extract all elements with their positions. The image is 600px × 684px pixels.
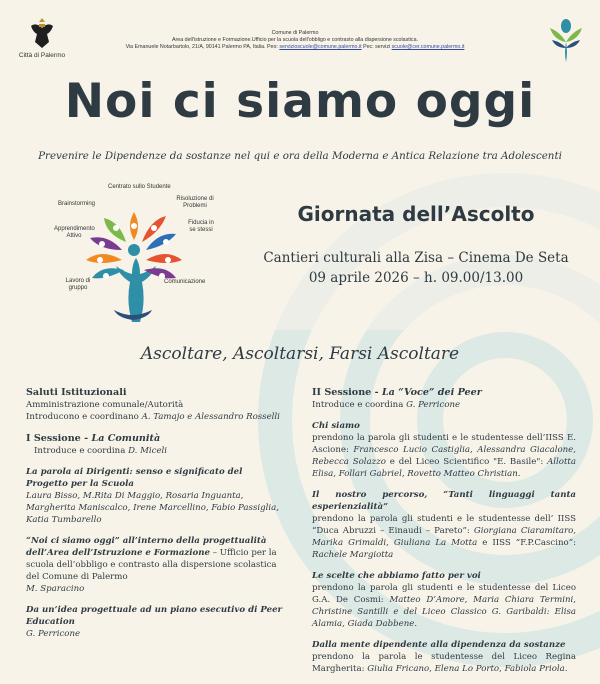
event-title: Giornata dell’Ascolto xyxy=(297,202,535,226)
label-risoluzione-problemi: Risoluzione di Problemi xyxy=(176,196,214,209)
label-apprendimento-attivo: Apprendimento Attivo xyxy=(54,226,95,239)
event-date: 09 aprile 2026 – h. 09.00/13.00 xyxy=(308,270,524,286)
percorso-names-1: Giorgiana Ciaramitaro, Marika Grimaldi, Giuliana La Motta xyxy=(312,526,576,548)
program-right-column xyxy=(312,386,576,684)
percorso-text xyxy=(312,513,576,561)
dirigenti-block xyxy=(26,466,286,526)
mente-dipendente-heading: Dalla mente dipendente alla dipendenza da sostanze xyxy=(312,640,566,650)
program-left-column xyxy=(26,386,286,649)
mente-dipendente-block xyxy=(312,639,576,675)
saluti-coord-names: A. Tamajo e Alessandro Rosselli xyxy=(141,412,280,422)
label-comunicazione: Comunicazione xyxy=(164,279,206,285)
session-2-coord xyxy=(312,399,576,411)
saluti-heading: Saluti Istituzionali xyxy=(26,387,127,398)
percorso-intro: prendono la parola gli studenti e le studentesse dell’ IISS “Duca Abruzzi – Einaudi – Pareto”: xyxy=(312,514,576,536)
issuer-line-3 xyxy=(90,44,500,51)
label-brainstorming: Brainstorming xyxy=(58,201,96,207)
mente-dipendente-intro: prendono la parola le studentesse del Liceo Regina Margherita: xyxy=(312,652,576,674)
pec-email-link[interactable]: scuole@cer.comune.palermo.it xyxy=(391,44,465,50)
chi-siamo-mid: e del Liceo Scientifico "E. Basile": xyxy=(385,457,548,467)
city-name: Città di Palermo xyxy=(18,52,66,59)
event-motto: Ascoltare, Ascoltarsi, Farsi Ascoltare xyxy=(140,344,460,364)
issuer-pec-label: Pec: servizi xyxy=(361,44,392,50)
session-2-prefix: II Sessione - xyxy=(312,387,382,398)
issuer-info xyxy=(90,30,500,51)
skills-tree-diagram xyxy=(54,182,214,327)
scelte-heading: Le scelte che abbiamo fatto per voi xyxy=(312,571,481,581)
mente-dipendente-names: Giulia Fricano, Elena Lo Porto, Fabiola Priola. xyxy=(367,664,568,674)
session-1-coord-prefix: Introduce e coordina xyxy=(34,446,129,456)
peer-education-speaker: G. Perricone xyxy=(26,629,81,639)
chi-siamo-intro: prendono la parola gli studenti e le studentesse dell’IISS E. Ascione: xyxy=(312,433,576,455)
scelte-names: Matteo D’Amore, Maria Chiara Termini, Christine Santilli e del Liceo Classico G. Garibaldi: Elisa Alamia, Giada Dabbene. xyxy=(312,595,576,629)
session-1-coord xyxy=(26,445,286,457)
issuer-line-2: Area dell'istruzione e Formazione.Ufficio per la scuola dell'obbligo e contrasto alla dispersione scolastica. xyxy=(171,37,418,43)
dirigenti-heading: La parola ai Dirigenti: senso e significato del Progetto per la Scuola xyxy=(26,467,243,489)
session-1-prefix: I Sessione - xyxy=(26,433,92,444)
chi-siamo-heading: Chi siamo xyxy=(312,421,360,431)
progettualita-heading: “Noi ci siamo oggi” all’interno della progettualità dell’Area dell’Istruzione e Formazione xyxy=(26,536,267,558)
saluti-coord-prefix: Introducono e coordinano xyxy=(26,412,142,422)
session-2-heading xyxy=(312,386,576,399)
saluti-line-2 xyxy=(26,411,286,423)
issuer-address: Via Emanuele Notarbartolo, 21/A, 90141 Palermo PA, Italia. Peo: xyxy=(125,44,280,50)
peer-education-block xyxy=(26,604,286,640)
scelte-intro: prendono la parola gli studenti e le studentesse del Liceo G.A. De Cosmi: xyxy=(312,583,576,605)
peo-email-link[interactable]: servizioscuole@comune.palermo.it xyxy=(279,44,362,50)
session-1-block xyxy=(26,432,286,457)
label-centrato-studente: Centrato sullo Studente xyxy=(108,184,171,190)
page-title: Noi ci siamo oggi xyxy=(64,74,536,129)
percorso-mid: e IISS “F.P.Cascino”: xyxy=(477,538,576,548)
progettualita-block xyxy=(26,535,286,595)
label-lavoro-gruppo: Lavoro di gruppo xyxy=(65,278,91,291)
dirigenti-names: Laura Bisso, M.Rita Di Maggio, Rosaria Inguanta, Margherita Maniscalco, Irene Marcellino, Fabio Passiglia, Katia Tumbarello xyxy=(26,491,279,525)
issuer-line-1: Comune di Palermo xyxy=(271,30,319,36)
eagle-crest-icon xyxy=(28,16,56,50)
percorso-names-2: Rachele Margiotta xyxy=(312,550,394,560)
chi-siamo-names-2: Allotta Elisa, Follari Gabriel, Rovetto Matteo Christian. xyxy=(312,457,576,479)
session-2-name: La “Voce” dei Peer xyxy=(381,387,482,398)
project-tree-logo-icon xyxy=(548,16,584,64)
percorso-block xyxy=(312,489,576,561)
session-1-heading xyxy=(26,432,286,445)
label-fiducia: Fiducia in se stessi xyxy=(188,220,214,233)
session-1-name: La Comunità xyxy=(91,433,161,444)
session-2-coord-prefix: Introduce e coordina xyxy=(312,400,407,410)
session-1-coord-name: D. Miceli xyxy=(128,446,168,456)
chi-siamo-block xyxy=(312,420,576,480)
event-venue: Cantieri culturali alla Zisa – Cinema De Seta xyxy=(263,250,569,266)
chi-siamo-names-1: Francesco Lucio Castiglia, Alessandra Giacalone, Rebecca Solazzo xyxy=(312,445,576,467)
scelte-block xyxy=(312,570,576,630)
chi-siamo-text xyxy=(312,432,576,480)
progettualita-desc: – Ufficio per la scuola dell’obbligo e contrasto alla dispersione scolastica del Comune di Palermo xyxy=(26,548,277,582)
saluti-block xyxy=(26,386,286,423)
mente-dipendente-text xyxy=(312,651,576,675)
percorso-heading: Il nostro percorso, “Tanti linguaggi tanta esperienzialità” xyxy=(312,490,576,512)
page-subtitle: Prevenire le Dipendenze da sostanze nel qui e ora della Moderna e Antica Relazione tra Adolescenti xyxy=(38,150,562,162)
progettualita-text xyxy=(26,535,286,583)
progettualita-speaker: M. Sparacino xyxy=(26,584,85,594)
scelte-text xyxy=(312,582,576,630)
session-2-coord-name: G. Perricone xyxy=(406,400,461,410)
peer-education-heading: Da un’idea progettuale ad un piano esecutivo di Peer Education xyxy=(26,605,283,627)
session-2-block xyxy=(312,386,576,411)
city-logo xyxy=(16,16,68,59)
header xyxy=(0,0,600,72)
saluti-line-1: Amministrazione comunale/Autorità xyxy=(26,400,184,410)
